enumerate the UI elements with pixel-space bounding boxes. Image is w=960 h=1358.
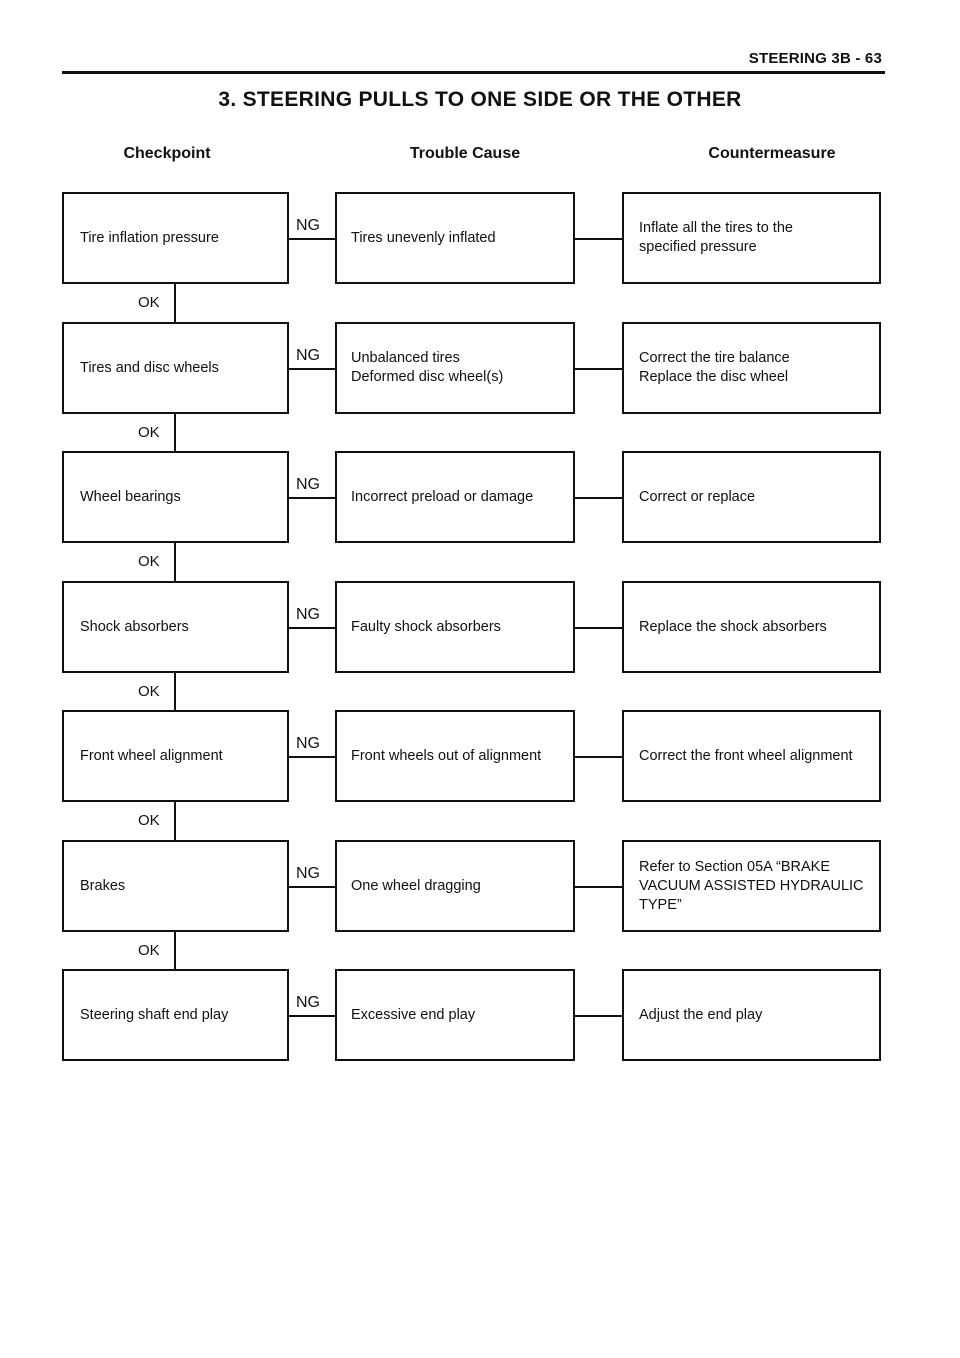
ng-label: NG: [296, 347, 320, 364]
countermeasure-text: Correct the tire balance: [639, 350, 790, 366]
trouble-cause-text: Faulty shock absorbers: [351, 618, 501, 635]
trouble-cause-box: [335, 710, 575, 802]
trouble-cause-text: Deformed disc wheel(s): [351, 369, 504, 385]
trouble-cause-box: [335, 322, 575, 414]
checkpoint-text: Shock absorbers: [80, 618, 189, 635]
countermeasure-box: [622, 192, 881, 284]
header-rule: [62, 71, 885, 74]
page-section-label: STEERING 3B - 63: [748, 50, 882, 67]
countermeasure-connector-line: [575, 756, 623, 758]
countermeasure-connector-line: [575, 238, 623, 240]
countermeasure-box: [622, 322, 881, 414]
checkpoint-box: [62, 322, 289, 414]
trouble-cause-text: Tires unevenly inflated: [351, 229, 496, 246]
ng-label: NG: [296, 865, 320, 882]
ng-connector-line: [288, 238, 336, 240]
ok-connector-line: [174, 284, 176, 322]
checkpoint-text: Brakes: [80, 877, 126, 894]
ok-connector-line: [174, 543, 176, 581]
trouble-cause-text: Excessive end play: [351, 1006, 476, 1023]
checkpoint-box: [62, 710, 289, 802]
ok-connector-line: [174, 673, 176, 711]
ng-connector-line: [288, 368, 336, 370]
column-header-checkpoint: Checkpoint: [123, 145, 211, 162]
trouble-cause-text: Unbalanced tires: [351, 350, 460, 366]
ng-connector-line: [288, 627, 336, 629]
checkpoint-text: Front wheel alignment: [80, 747, 223, 764]
trouble-cause-text: Front wheels out of alignment: [351, 747, 542, 764]
ok-connector-line: [174, 802, 176, 840]
trouble-cause-box: [335, 581, 575, 673]
ng-connector-line: [288, 497, 336, 499]
ng-label: NG: [296, 476, 320, 493]
ok-connector-line: [174, 932, 176, 970]
countermeasure-text: specified pressure: [639, 239, 757, 255]
countermeasure-connector-line: [575, 886, 623, 888]
ng-connector-line: [288, 756, 336, 758]
countermeasure-text: Correct the front wheel alignment: [639, 747, 853, 764]
column-header-countermeasure: Countermeasure: [708, 145, 836, 162]
countermeasure-text: Adjust the end play: [639, 1006, 763, 1023]
checkpoint-box: [62, 192, 289, 284]
trouble-cause-box: [335, 451, 575, 543]
checkpoint-text: Wheel bearings: [80, 488, 181, 505]
ok-label: OK: [138, 424, 160, 441]
ng-label: NG: [296, 606, 320, 623]
ng-label: NG: [296, 217, 320, 234]
ng-label: NG: [296, 994, 320, 1011]
countermeasure-text: VACUUM ASSISTED HYDRAULIC: [639, 877, 864, 894]
ng-connector-line: [288, 886, 336, 888]
checkpoint-box: [62, 451, 289, 543]
countermeasure-box: [622, 451, 881, 543]
countermeasure-box: [622, 710, 881, 802]
countermeasure-text: Refer to Section 05A “BRAKE: [639, 858, 831, 875]
ok-label: OK: [138, 683, 160, 700]
checkpoint-box: [62, 969, 289, 1061]
countermeasure-text: Replace the shock absorbers: [639, 618, 827, 635]
trouble-cause-box: [335, 969, 575, 1061]
countermeasure-connector-line: [575, 368, 623, 370]
checkpoint-text: Tires and disc wheels: [80, 359, 219, 376]
page-title: 3. STEERING PULLS TO ONE SIDE OR THE OTHER: [218, 88, 742, 111]
ok-label: OK: [138, 294, 160, 311]
trouble-cause-box: [335, 840, 575, 932]
countermeasure-text: TYPE”: [639, 896, 682, 913]
countermeasure-connector-line: [575, 1015, 623, 1017]
checkpoint-text: Steering shaft end play: [80, 1006, 229, 1023]
ok-label: OK: [138, 553, 160, 570]
checkpoint-text: Tire inflation pressure: [80, 229, 219, 246]
countermeasure-text: Correct or replace: [639, 488, 756, 505]
countermeasure-box: [622, 581, 881, 673]
checkpoint-box: [62, 581, 289, 673]
countermeasure-box: [622, 840, 881, 932]
countermeasure-box: [622, 969, 881, 1061]
ng-label: NG: [296, 735, 320, 752]
ok-label: OK: [138, 812, 160, 829]
trouble-cause-text: Incorrect preload or damage: [351, 488, 534, 505]
ok-label: OK: [138, 942, 160, 959]
countermeasure-connector-line: [575, 497, 623, 499]
ok-connector-line: [174, 414, 176, 452]
ng-connector-line: [288, 1015, 336, 1017]
trouble-cause-box: [335, 192, 575, 284]
checkpoint-box: [62, 840, 289, 932]
column-header-trouble-cause: Trouble Cause: [409, 145, 521, 162]
countermeasure-text: Inflate all the tires to the: [639, 220, 793, 236]
countermeasure-text: Replace the disc wheel: [639, 369, 789, 385]
countermeasure-connector-line: [575, 627, 623, 629]
trouble-cause-text: One wheel dragging: [351, 877, 481, 894]
